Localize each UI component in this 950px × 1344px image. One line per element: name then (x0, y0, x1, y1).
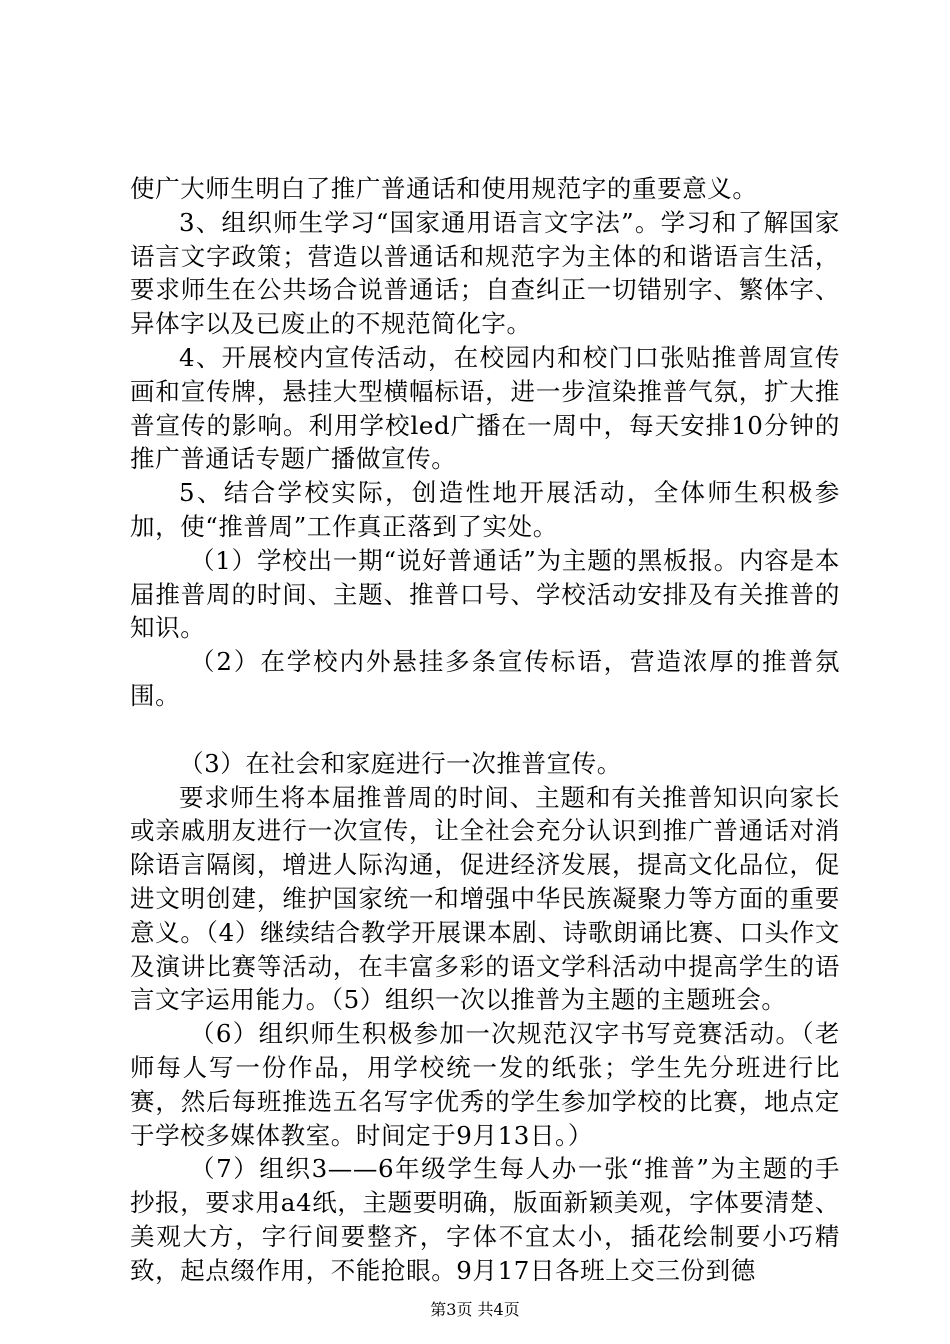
paragraph-10: （7）组织3——6年级学生每人办一张“推普”为主题的手抄报，要求用a4纸，主题要明确，版面新颖美观，字体要清楚、美观大方，字行间要整齐，字体不宜太小，插花绘制要小巧精致，起点缀作用，不能抢眼。9月17日各班上交三份到德 (130, 1154, 840, 1285)
page-footer: 第3页 共4页 (430, 1300, 520, 1319)
paragraph-3: 4、开展校内宣传活动，在校园内和校门口张贴推普周宣传画和宣传牌，悬挂大型横幅标语，进一步渲染推普气氛，扩大推普宣传的影响。利用学校led广播在一周中，每天安排10分钟的推广普通话专题广播做宣传。 (130, 342, 840, 474)
paragraph-1: 使广大师生明白了推广普通话和使用规范字的重要意义。 (130, 174, 758, 203)
paragraph-5: （1）学校出一期“说好普通话”为主题的黑板报。内容是本届推普周的时间、主题、推普口号、学校活动安排及有关推普的知识。 (130, 545, 840, 643)
document-body (130, 172, 840, 1288)
paragraph-6: （2）在学校内外悬挂多条宣传标语，营造浓厚的推普氛围。 (130, 647, 840, 710)
paragraph-4: 5、结合学校实际，创造性地开展活动，全体师生积极参加，使“推普周”工作真正落到了实处。 (130, 478, 840, 541)
paragraph-2: 3、组织师生学习“国家通用语言文字法”。学习和了解国家语言文字政策；营造以普通话和规范字为主体的和谐语言生活，要求师生在公共场合说普通话；自查纠正一切错别字、繁体字、异体字以及已废止的不规范简化字。 (130, 207, 840, 339)
paragraph-7: （3）在社会和家庭进行一次推普宣传。 (179, 748, 622, 778)
paragraph-gap (130, 713, 840, 747)
paragraph-9: （6）组织师生积极参加一次规范汉字书写竞赛活动。（老师每人写一份作品，用学校统一发的纸张；学生先分班进行比赛，然后每班推选五名写字优秀的学生参加学校的比赛，地点定于学校多媒体教室。时间定于9月13日。） (130, 1019, 840, 1150)
paragraph-8: 要求师生将本届推普周的时间、主题和有关推普知识向家长或亲戚朋友进行一次宣传，让全社会充分认识到推广普通话对消除语言隔阂，增进人际沟通，促进经济发展，提高文化品位，促进文明创建，维护国家统一和增强中华民族凝聚力等方面的重要意义。（4）继续结合教学开展课本剧、诗歌朗诵比赛、口头作文及演讲比赛等活动，在丰富多彩的语文学科活动中提高学生的语言文字运用能力。（5）组织一次以推普为主题的主题班会。 (130, 782, 840, 1015)
